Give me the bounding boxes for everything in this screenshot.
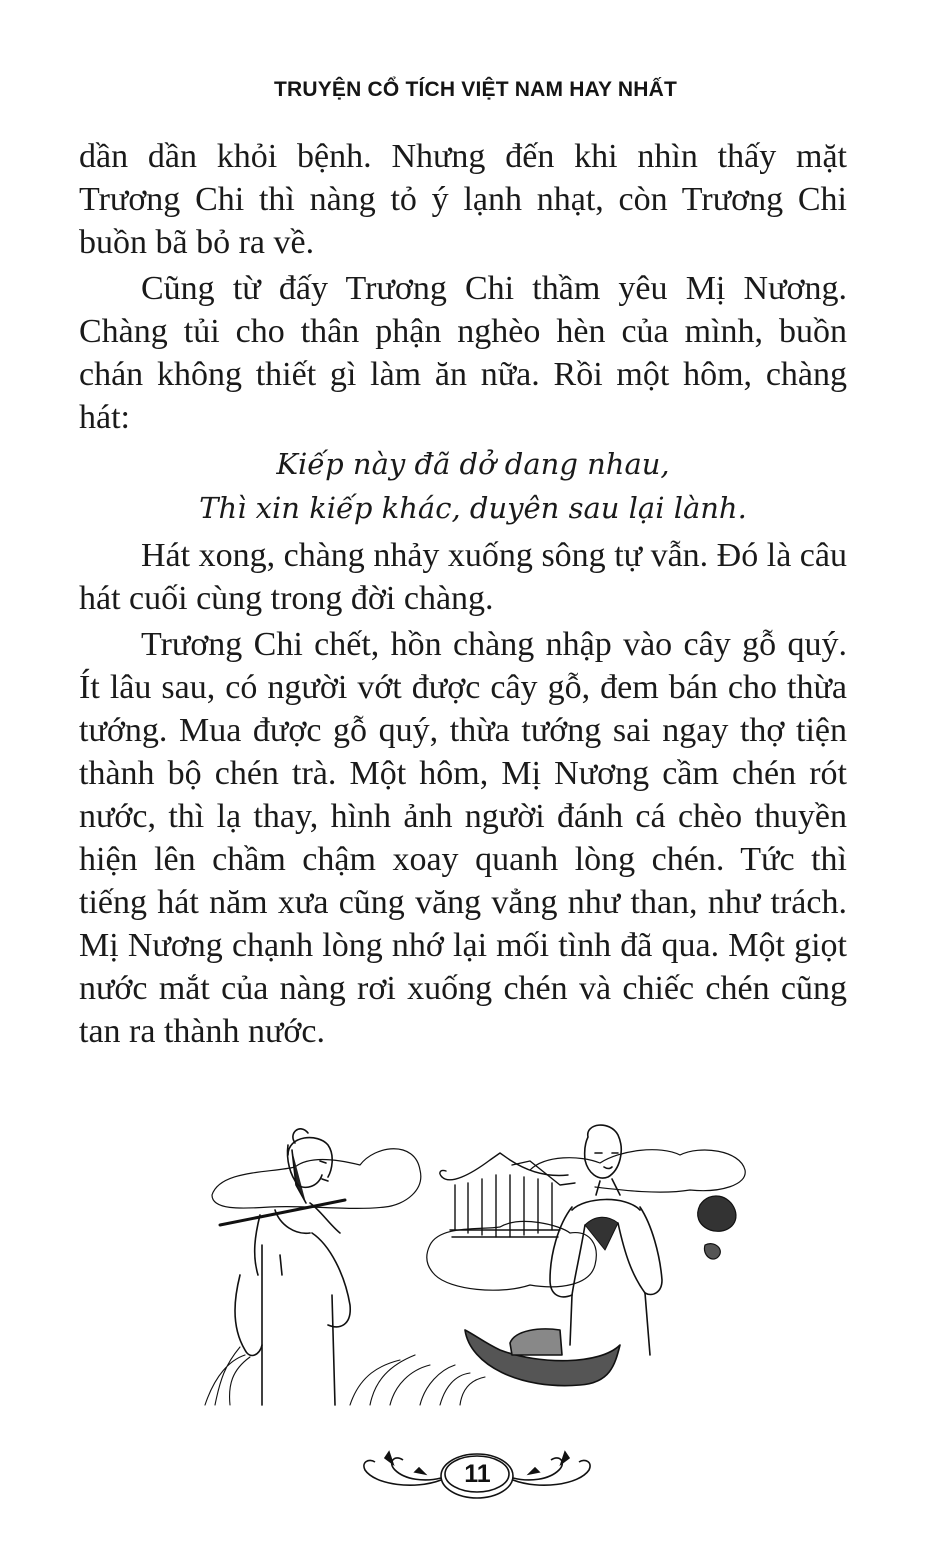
verse-line-1: Kiếp này đã dở dang nhau,: [276, 447, 670, 481]
cloud-icon: [212, 1149, 745, 1290]
page-footer: [355, 1440, 600, 1510]
paragraph-1: dần dần khỏi bệnh. Nhưng đến khi nhìn thấy mặt Trương Chi thì nàng tỏ ý lạnh nhạt, còn Trương Chi buồn bã bỏ ra về.: [79, 138, 847, 261]
boat-icon: [465, 1329, 620, 1386]
man-figure-icon: [220, 1129, 350, 1405]
verse-block: [79, 442, 847, 530]
paragraph-3: Hát xong, chàng nhảy xuống sông tự vẫn. Đó là câu hát cuối cùng trong đời chàng.: [79, 537, 847, 617]
paragraph-2: Cũng từ đấy Trương Chi thầm yêu Mị Nương. Chàng tủi cho thân phận nghèo hèn của mình, buồn chán không thiết gì làm ăn nữa. Rồi một hôm, chàng hát:: [79, 270, 847, 436]
story-illustration: [200, 1115, 760, 1415]
paragraph-4: Trương Chi chết, hồn chàng nhập vào cây gỗ quý. Ít lâu sau, có người vớt được cây gỗ, đem bán cho thừa tướng. Mua được gỗ quý, thừa tướng sai ngay thợ tiện thành bộ chén trà. Một hôm, Mị Nương cầm chén rót nước, thì lạ thay, hình ảnh người đánh cá chèo thuyền hiện lên chầm chậm xoay quanh lòng chén. Tức thì tiếng hát năm xưa cũng văng vẳng như than, như trách. Mị Nương chạnh lòng nhớ lại mối tình đã qua. Một giọt nước mắt của nàng rơi xuống chén và chiếc chén cũng tan ra thành nước.: [79, 626, 847, 1050]
verse-line-2: Thì xin kiếp khác, duyên sau lại lành.: [199, 491, 747, 525]
body-text: [79, 135, 847, 1056]
running-header: TRUYỆN CỔ TÍCH VIỆT NAM HAY NHẤT: [273, 78, 678, 101]
pavilion-icon: [440, 1153, 575, 1237]
bush-icon: [698, 1196, 736, 1259]
page-number: 11: [464, 1460, 491, 1488]
reeds-icon: [205, 1347, 485, 1405]
